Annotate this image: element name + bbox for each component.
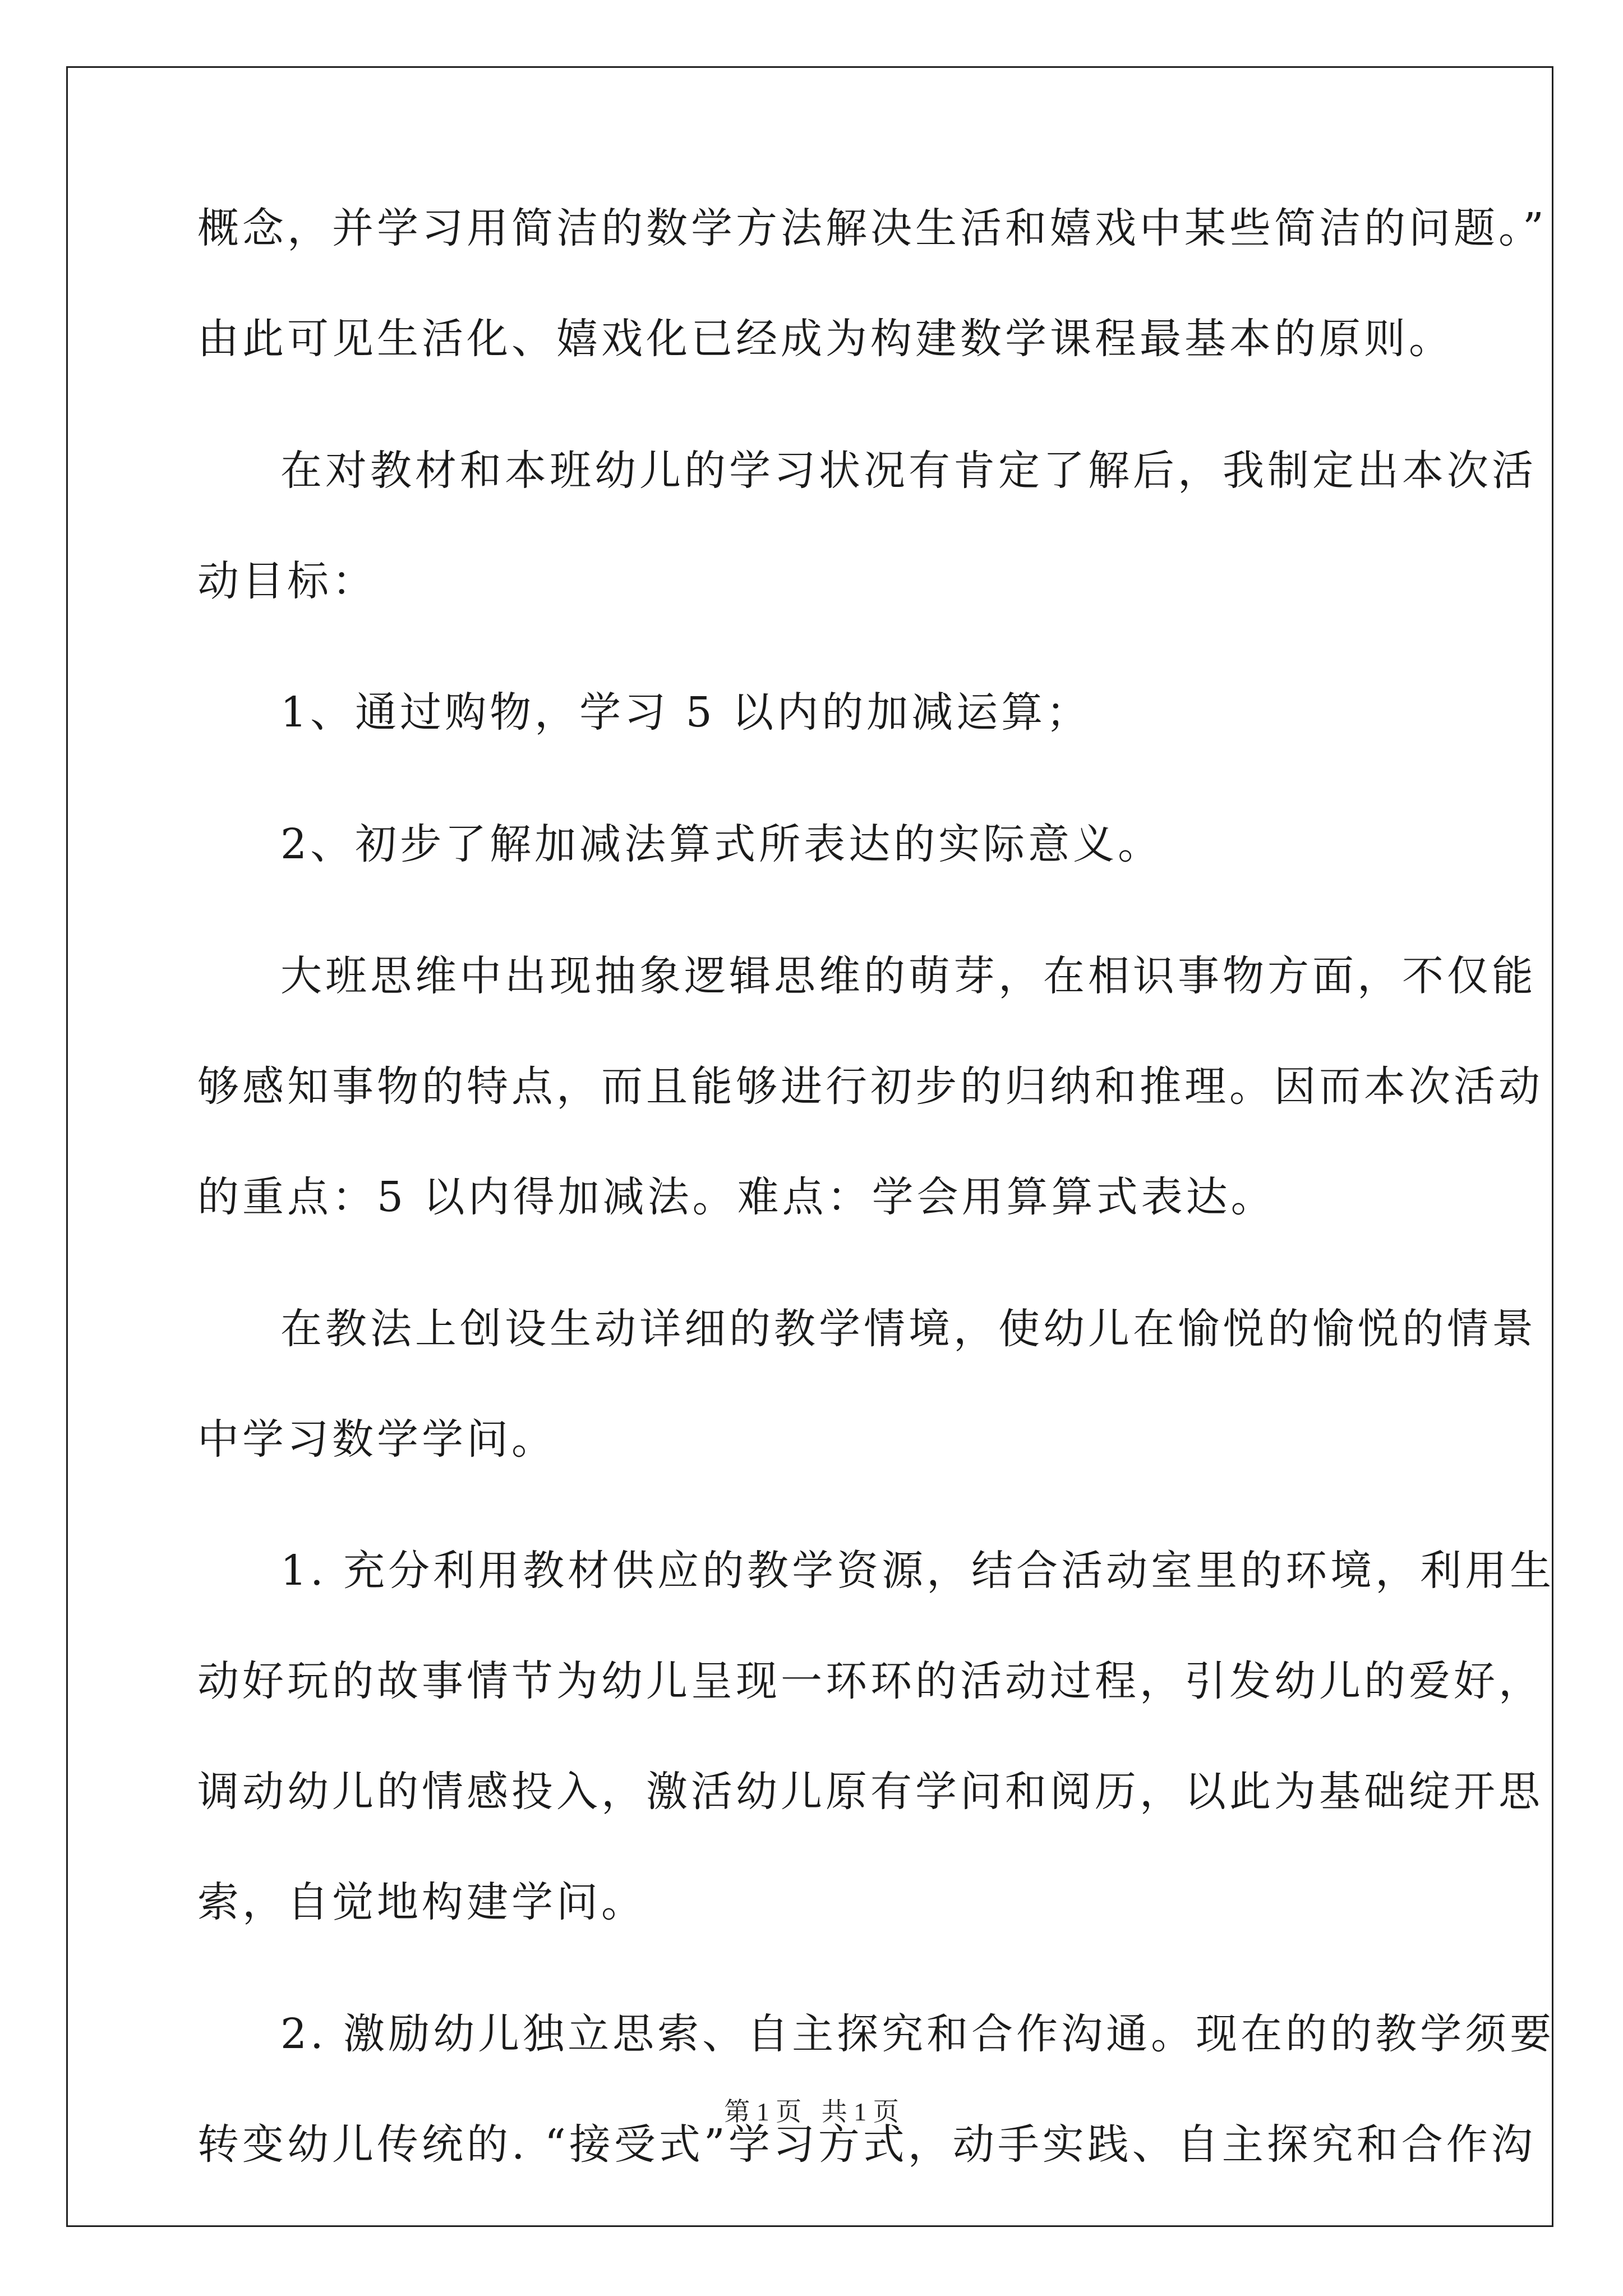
text-line: 由此可见生活化、嬉戏化已经成为构建数学课程最基本的原则。 [197,315,1454,363]
text-line: 的重点：5 以内得加减法。难点：学会用算算式表达。 [197,1173,1276,1221]
page-footer [0,2095,1623,2129]
text-line: 2、初步了解加减法算式所表达的实际意义。 [280,820,1163,868]
text-line: 够感知事物的特点，而且能够进行初步的归纳和推理。因而本次活动 [197,1062,1543,1111]
text-line: 索，自觉地构建学问。 [197,1878,646,1926]
text-line: 动目标： [197,557,377,605]
text-line: 调动幼儿的情感投入，激活幼儿原有学问和阅历，以此为基础绽开思 [197,1768,1543,1816]
text-line: 在教法上创设生动详细的教学情境，使幼儿在愉悦的愉悦的情景 [280,1305,1537,1353]
text-line: 1、通过购物，学习 5 以内的加减运算； [280,688,1091,737]
text-line: 在对教材和本班幼儿的学习状况有肯定了解后，我制定出本次活 [280,447,1537,495]
text-line: 1. 充分利用教材供应的教学资源，结合活动室里的环境，利用生 [280,1547,1555,1595]
page-total: 共 1 页 [821,2097,899,2126]
text-line: 动好玩的故事情节为幼儿呈现一环环的活动过程，引发幼儿的爱好， [197,1657,1543,1705]
text-line: 大班思维中出现抽象逻辑思维的萌芽，在相识事物方面，不仅能 [280,952,1537,1000]
text-line: 2. 激励幼儿独立思索、自主探究和合作沟通。现在的的教学须要 [280,2010,1555,2058]
page-number: 第 1 页 [724,2097,802,2126]
text-line: 转变幼儿传统的. “接受式”学习方式，动手实践、自主探究和合作沟 [197,2120,1536,2169]
text-line: 中学习数学学问。 [197,1415,556,1464]
text-line: 概念，并学习用简洁的数学方法解决生活和嬉戏中某些简洁的问题。” [197,204,1547,252]
